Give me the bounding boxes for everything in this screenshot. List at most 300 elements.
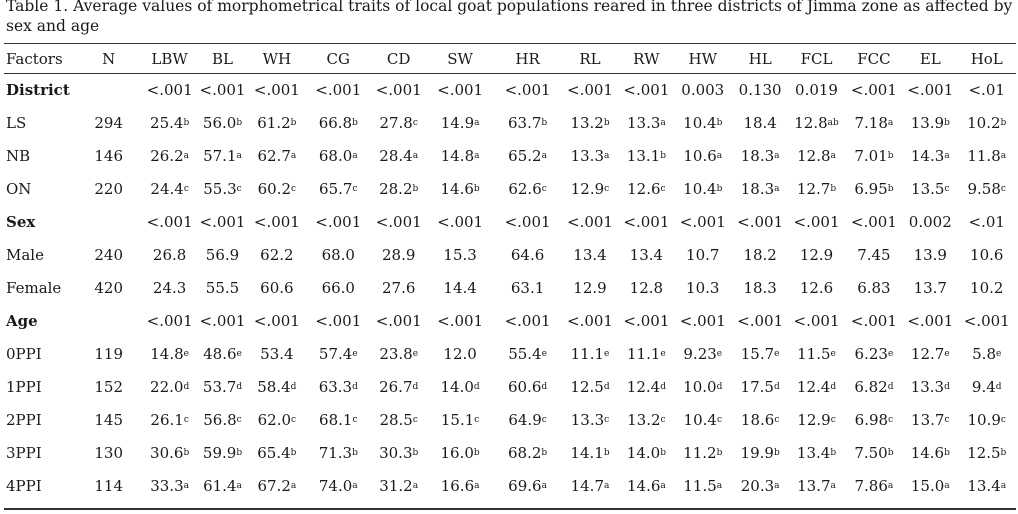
table-cell (674, 436, 732, 469)
significance-superscript: a (412, 150, 419, 161)
significance-superscript: a (716, 480, 723, 491)
cell-value: 18.3 (740, 179, 775, 198)
cell-value: <.001 (907, 311, 954, 330)
cell-value: 14.8 (440, 146, 475, 165)
cell-value: 114 (94, 476, 124, 495)
table-cell (674, 205, 732, 238)
table-cell (494, 205, 560, 238)
table-cell (788, 370, 844, 403)
cell-value: 13.7 (911, 410, 945, 429)
cell-value: 60.6 (260, 278, 294, 297)
table-cell (249, 205, 305, 238)
table-cell (494, 106, 560, 139)
cell-value: 5.8 (972, 344, 996, 363)
significance-superscript: b (236, 117, 243, 128)
cell-value: 65.4 (257, 443, 291, 462)
significance-superscript: c (604, 414, 610, 425)
cell-value: <.001 (375, 311, 422, 330)
cell-value: <.001 (146, 311, 193, 330)
cell-value: 0.019 (795, 80, 838, 99)
significance-superscript: b (944, 117, 950, 128)
significance-superscript: a (352, 480, 358, 491)
significance-superscript: b (830, 183, 837, 194)
cell-value: 24.4 (150, 179, 184, 198)
column-header: HoL (970, 49, 1003, 68)
table-cell (561, 436, 619, 469)
significance-superscript: a (774, 150, 780, 161)
table-cell (903, 139, 957, 172)
cell-value: LS (6, 113, 27, 132)
cell-value: 18.3 (743, 278, 777, 297)
table-cell (305, 271, 371, 304)
significance-superscript: d (995, 381, 1002, 392)
significance-superscript: b (541, 117, 548, 128)
cell-value: 10.6 (683, 146, 717, 165)
table-cell (494, 403, 560, 436)
table-cell (561, 73, 619, 106)
table-cell (196, 304, 248, 337)
table-cell (143, 304, 196, 337)
table-cell (305, 436, 371, 469)
significance-superscript: b (603, 447, 610, 458)
significance-superscript: b (473, 183, 480, 194)
table-cell (845, 370, 903, 403)
significance-superscript: a (604, 150, 610, 161)
table-cell (372, 469, 426, 502)
significance-superscript: b (1000, 117, 1007, 128)
cell-value: 220 (94, 179, 124, 198)
cell-value: <.001 (793, 311, 840, 330)
table-cell (249, 139, 305, 172)
table-cell (426, 403, 494, 436)
cell-value: 27.6 (381, 278, 416, 297)
significance-superscript: b (660, 447, 666, 458)
table-row (4, 469, 1016, 502)
table-cell (561, 172, 619, 205)
cell-value: 13.7 (797, 476, 831, 495)
significance-superscript: b (887, 183, 894, 194)
cell-value: 14.0 (626, 443, 661, 462)
table-cell (426, 73, 494, 106)
cell-value: 14.1 (570, 443, 604, 462)
group-row (4, 304, 1016, 337)
row-label (4, 205, 74, 238)
table-cell (903, 304, 957, 337)
cell-value: <.001 (623, 80, 670, 99)
column-header: N (102, 49, 116, 68)
cell-value: 13.7 (913, 278, 947, 297)
table-cell (845, 205, 903, 238)
cell-value: 69.6 (508, 476, 542, 495)
table-cell (619, 139, 673, 172)
table-cell (957, 337, 1016, 370)
cell-value: 12.7 (910, 344, 945, 363)
table-cell (619, 337, 673, 370)
cell-value: 2PPI (6, 410, 42, 429)
table-cell (845, 139, 903, 172)
significance-superscript: d (887, 381, 894, 392)
table-cell (845, 469, 903, 502)
cell-value: 13.4 (796, 443, 831, 462)
cell-value: 66.0 (321, 278, 355, 297)
table-cell (674, 172, 732, 205)
cell-value: 12.8 (797, 146, 831, 165)
significance-superscript: c (541, 183, 547, 194)
table-cell (674, 238, 732, 271)
significance-superscript: a (1000, 150, 1007, 161)
row-label (4, 172, 74, 205)
cell-value: <.001 (850, 311, 897, 330)
significance-superscript: b (660, 150, 666, 161)
cell-value: 12.9 (570, 179, 605, 198)
cell-value: 65.2 (508, 146, 542, 165)
significance-superscript: d (236, 381, 243, 392)
table-cell (196, 370, 248, 403)
cell-value: 12.5 (967, 443, 1001, 462)
cell-value: 10.2 (967, 113, 1001, 132)
table-cell (903, 403, 957, 436)
cell-value: 23.8 (379, 344, 413, 363)
cell-value: 7.86 (854, 476, 888, 495)
cell-value: 55.5 (205, 278, 240, 297)
table-cell (619, 238, 673, 271)
significance-superscript: d (603, 381, 610, 392)
table-cell (196, 172, 248, 205)
group-row (4, 73, 1016, 106)
row-label (4, 139, 74, 172)
table-cell (305, 106, 371, 139)
significance-superscript: a (474, 117, 480, 128)
significance-superscript: c (888, 414, 894, 425)
cell-value: 6.23 (854, 344, 888, 363)
cell-value: 24.3 (152, 278, 187, 297)
table-cell (74, 469, 142, 502)
table-cell (732, 73, 788, 106)
table-cell (426, 304, 494, 337)
table-row (4, 337, 1016, 370)
significance-superscript: b (352, 117, 358, 128)
significance-superscript: b (887, 447, 894, 458)
significance-superscript: a (541, 480, 547, 491)
cell-value: 57.1 (203, 146, 237, 165)
significance-superscript: e (660, 348, 666, 359)
significance-superscript: b (236, 447, 243, 458)
cell-value: <.01 (968, 212, 1005, 231)
significance-superscript: e (774, 348, 780, 359)
table-cell (619, 205, 673, 238)
table-cell (732, 403, 788, 436)
table-cell (305, 172, 371, 205)
significance-superscript: c (774, 414, 780, 425)
table-cell (74, 436, 142, 469)
cell-value: 68.2 (507, 443, 542, 462)
significance-superscript: b (603, 117, 610, 128)
group-row (4, 205, 1016, 238)
table-cell (903, 172, 957, 205)
table-cell (305, 238, 371, 271)
significance-superscript: a (290, 150, 297, 161)
table-cell (143, 172, 196, 205)
table-cell (249, 436, 305, 469)
cell-value: 66.8 (318, 113, 353, 132)
cell-value: <.001 (146, 212, 193, 231)
cell-value: 14.7 (570, 476, 604, 495)
table-cell (494, 238, 560, 271)
cell-value: <.001 (146, 80, 193, 99)
cell-value: <.001 (315, 212, 362, 231)
table-cell (372, 106, 426, 139)
cell-value: 22.0 (150, 377, 184, 396)
row-label (4, 436, 74, 469)
cell-value: 63.7 (507, 113, 542, 132)
table-cell (143, 271, 196, 304)
table-cell (957, 139, 1016, 172)
cell-value: 30.6 (150, 443, 184, 462)
cell-value: 74.0 (318, 476, 353, 495)
table-cell (305, 205, 371, 238)
table-cell (305, 469, 371, 502)
table-cell (196, 106, 248, 139)
significance-superscript: b (352, 447, 358, 458)
table-cell (426, 337, 494, 370)
significance-superscript: a (183, 480, 190, 491)
table-cell (305, 403, 371, 436)
cell-value: Male (6, 245, 44, 264)
column-header: SW (447, 49, 473, 68)
significance-superscript: e (412, 348, 419, 359)
cell-value: 33.3 (150, 476, 184, 495)
table-cell (426, 172, 494, 205)
table-cell (732, 337, 788, 370)
table-cell (674, 337, 732, 370)
table-cell (249, 403, 305, 436)
cell-value: <.001 (567, 80, 613, 99)
cell-value: 27.8 (379, 113, 413, 132)
significance-superscript: a (774, 480, 780, 491)
table-cell (619, 403, 673, 436)
cell-value: <.001 (850, 212, 897, 231)
table-cell (561, 304, 619, 337)
significance-superscript: c (291, 414, 297, 425)
cell-value: 10.3 (686, 278, 720, 297)
table-cell (74, 139, 142, 172)
cell-value: 152 (94, 377, 124, 396)
table-cell (74, 172, 142, 205)
cell-value: 13.3 (570, 146, 604, 165)
significance-superscript: a (830, 150, 836, 161)
cell-value: 14.6 (910, 443, 945, 462)
cell-value: 16.6 (440, 476, 475, 495)
table-cell (788, 139, 844, 172)
cell-value: 145 (94, 410, 124, 429)
significance-superscript: b (716, 447, 723, 458)
table-cell (494, 139, 560, 172)
significance-superscript: e (944, 348, 950, 359)
cell-value: 60.6 (507, 377, 542, 396)
cell-value: <.001 (679, 311, 726, 330)
table-row (4, 139, 1016, 172)
significance-superscript: a (887, 480, 894, 491)
significance-superscript: b (830, 447, 837, 458)
table-cell (249, 370, 305, 403)
table-cell (619, 172, 673, 205)
cell-value: 55.3 (203, 179, 237, 198)
cell-value: 65.7 (319, 179, 353, 198)
cell-value: 6.95 (854, 179, 888, 198)
table-cell (426, 205, 494, 238)
significance-superscript: b (473, 447, 480, 458)
cell-value: 57.4 (318, 344, 353, 363)
table-row (4, 403, 1016, 436)
significance-superscript: c (412, 414, 418, 425)
significance-superscript: d (716, 381, 723, 392)
cell-value: 6.83 (857, 278, 891, 297)
significance-superscript: c (236, 183, 242, 194)
cell-value: 67.2 (257, 476, 291, 495)
cell-value: 15.0 (910, 476, 945, 495)
significance-superscript: a (830, 480, 836, 491)
table-cell (372, 370, 426, 403)
cell-value: 14.4 (443, 278, 477, 297)
significance-superscript: c (830, 414, 836, 425)
significance-superscript: c (474, 414, 480, 425)
row-label (4, 238, 74, 271)
cell-value: 14.3 (910, 146, 945, 165)
cell-value: 12.0 (443, 344, 477, 363)
table-cell (143, 370, 196, 403)
table-cell (732, 238, 788, 271)
cell-value: 28.9 (381, 245, 416, 264)
table-cell (494, 436, 560, 469)
cell-value: <.001 (623, 311, 670, 330)
cell-value: <.001 (315, 311, 362, 330)
table-cell (196, 73, 248, 106)
cell-value: <.001 (963, 311, 1010, 330)
cell-value: 13.3 (570, 410, 605, 429)
cell-value: 11.8 (967, 146, 1001, 165)
cell-value: 10.6 (970, 245, 1004, 264)
table-cell (372, 337, 426, 370)
column-header: HW (688, 49, 717, 68)
significance-superscript: ab (827, 117, 839, 128)
cell-value: 13.4 (573, 245, 607, 264)
table-cell (372, 73, 426, 106)
table-cell (845, 238, 903, 271)
table-cell (494, 469, 560, 502)
cell-value: 7.18 (854, 113, 888, 132)
table-cell (788, 337, 844, 370)
table-cell (143, 73, 196, 106)
table-row (4, 106, 1016, 139)
table-cell (957, 304, 1016, 337)
cell-value: NB (6, 146, 31, 165)
significance-superscript: c (1000, 183, 1006, 194)
cell-value: <.001 (907, 80, 954, 99)
table-cell (903, 73, 957, 106)
table-cell (249, 271, 305, 304)
table-cell (674, 370, 732, 403)
row-label (4, 403, 74, 436)
cell-value: 9.23 (683, 344, 717, 363)
cell-value: 28.4 (379, 146, 413, 165)
cell-value: 13.9 (913, 245, 947, 264)
cell-value: <.001 (567, 311, 613, 330)
table-cell (619, 436, 673, 469)
table-cell (372, 304, 426, 337)
cell-value: 4PPI (6, 476, 42, 495)
cell-value: 55.4 (508, 344, 542, 363)
table-cell (196, 271, 248, 304)
table-cell (372, 238, 426, 271)
significance-superscript: d (412, 381, 419, 392)
significance-superscript: e (716, 348, 723, 359)
bottom-rule (4, 508, 1016, 510)
significance-superscript: d (290, 381, 297, 392)
significance-superscript: a (660, 117, 666, 128)
cell-value: 68.0 (318, 146, 353, 165)
table-cell (732, 106, 788, 139)
table-cell (845, 73, 903, 106)
significance-superscript: c (352, 414, 358, 425)
cell-value: 12.4 (796, 377, 831, 396)
table-cell (619, 106, 673, 139)
cell-value: ON (6, 179, 32, 198)
significance-superscript: b (183, 447, 190, 458)
table-cell (674, 271, 732, 304)
cell-value: 11.1 (570, 344, 605, 363)
significance-superscript: b (716, 117, 723, 128)
cell-value: 11.5 (797, 344, 831, 363)
cell-value: 0.003 (681, 80, 725, 99)
cell-value: 19.9 (740, 443, 774, 462)
cell-value: 25.4 (150, 113, 184, 132)
table-cell (143, 238, 196, 271)
cell-value: 31.2 (379, 476, 413, 495)
cell-value: 130 (94, 443, 124, 462)
cell-value: 119 (94, 344, 124, 363)
column-header: RL (579, 49, 601, 68)
cell-value: 11.2 (683, 443, 717, 462)
table-cell (903, 337, 957, 370)
table-cell (674, 304, 732, 337)
cell-value: <.001 (567, 212, 613, 231)
significance-superscript: a (290, 480, 297, 491)
table-cell (494, 337, 560, 370)
significance-superscript: d (660, 381, 666, 392)
significance-superscript: b (541, 447, 548, 458)
cell-value: 10.4 (683, 179, 717, 198)
table-cell (957, 370, 1016, 403)
cell-value: 7.50 (854, 443, 888, 462)
table-cell (732, 469, 788, 502)
significance-superscript: b (944, 447, 950, 458)
cell-value: 15.7 (740, 344, 775, 363)
cell-value: 9.58 (967, 179, 1001, 198)
cell-value: 10.4 (683, 410, 717, 429)
table-cell (788, 271, 844, 304)
table-cell (845, 436, 903, 469)
table-cell (788, 205, 844, 238)
significance-superscript: a (944, 150, 950, 161)
cell-value: 12.7 (796, 179, 831, 198)
table-cell (845, 403, 903, 436)
cell-value: 240 (94, 245, 124, 264)
significance-superscript: a (474, 480, 480, 491)
table-cell (957, 205, 1016, 238)
cell-value: <.001 (737, 311, 784, 330)
cell-value: 61.4 (203, 476, 237, 495)
cell-value: 13.5 (911, 179, 945, 198)
